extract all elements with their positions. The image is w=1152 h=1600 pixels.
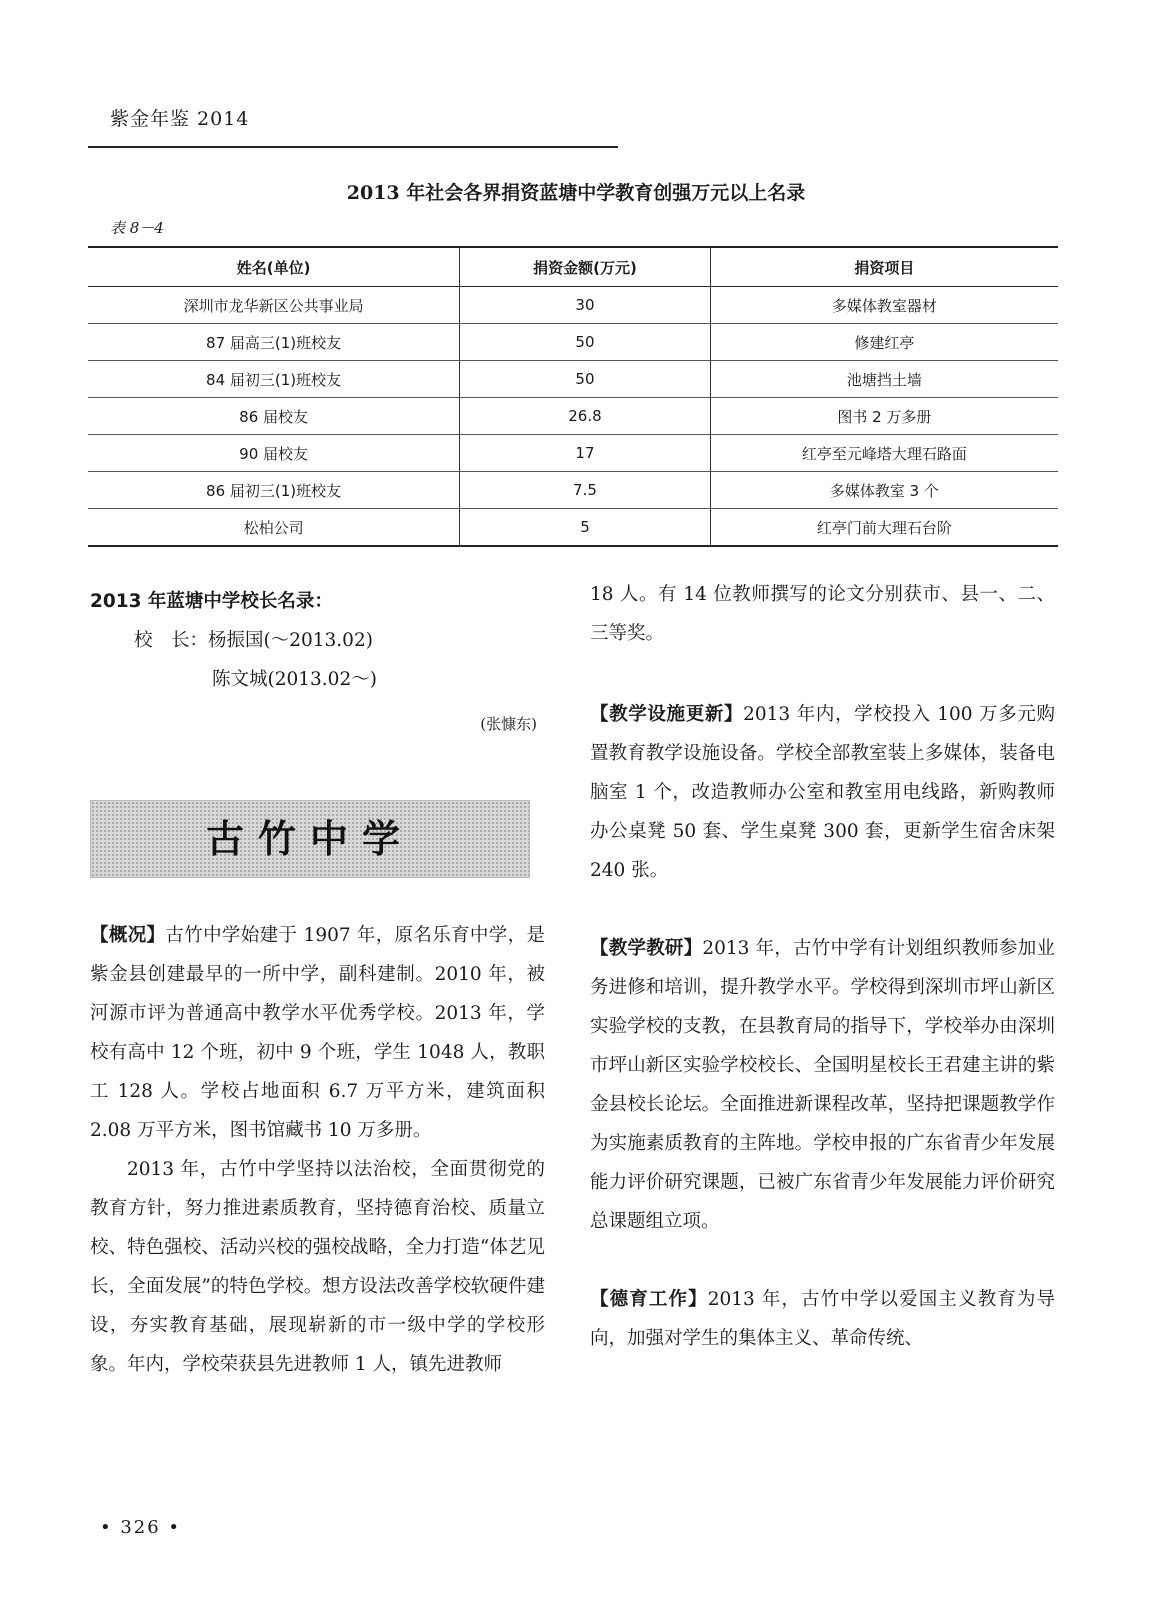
table-row [88, 435, 1058, 472]
section-banner [90, 800, 530, 878]
moral-education-text: 2013 年，古竹中学以爱国主义教育为导向，加强对学生的集体主义、革命传统、 [590, 1289, 1055, 1349]
table-header-row [88, 247, 1058, 287]
column-header-amount: 捐资金额(万元) [460, 247, 711, 287]
donor-name-cell: 87 届高三(1)班校友 [88, 324, 460, 361]
table-row [88, 398, 1058, 435]
principals-heading: 2013 年蓝塘中学校长名录： [90, 591, 333, 612]
moral-education-tag: 【德育工作】 [590, 1289, 708, 1310]
table-row [88, 324, 1058, 361]
donation-amount-cell: 17 [460, 435, 711, 472]
overview-tag: 【概况】 [90, 925, 166, 946]
table-number: 表 8－4 [110, 219, 164, 237]
overview-paragraph [90, 916, 545, 1150]
donation-amount-cell: 50 [460, 324, 711, 361]
donation-amount-cell: 30 [460, 287, 711, 324]
moral-education-paragraph [590, 1280, 1055, 1358]
facilities-tag: 【教学设施更新】 [590, 704, 744, 725]
overview-continued: 18 人。有 14 位教师撰写的论文分别获市、县一、二、三等奖。 [590, 584, 1055, 644]
header-rule [88, 146, 618, 148]
column-header-project: 捐资项目 [710, 247, 1058, 287]
donation-project-cell: 多媒体教室 3 个 [710, 472, 1058, 509]
table-row [88, 287, 1058, 324]
donor-name-cell: 90 届校友 [88, 435, 460, 472]
author-credit: (张慷东) [480, 715, 537, 733]
donor-name-cell: 松柏公司 [88, 509, 460, 547]
donation-amount-cell: 26.8 [460, 398, 711, 435]
principal-entry: 陈文城(2013.02～) [212, 669, 377, 690]
overview-paragraph-2: 2013 年，古竹中学坚持以法治校，全面贯彻党的教育方针，努力推进素质教育，坚持德育治校、质量立校、特色强校、活动兴校的强校战略，全力打造“体艺见长，全面发展”的特色学校。想方设法改善学校软硬件建设，夯实教育基础，展现崭新的市一级中学的学校形象。年内，学校荣获县先进教师 1 人，镇先进教师 [90, 1159, 545, 1375]
donation-amount-cell: 50 [460, 361, 711, 398]
donation-project-cell: 图书 2 万多册 [710, 398, 1058, 435]
table-row [88, 472, 1058, 509]
running-head: 紫金年鉴 2014 [110, 108, 250, 130]
overview-text: 古竹中学始建于 1907 年，原名乐育中学，是紫金县创建最早的一所中学，副科建制。2010 年，被河源市评为普通高中教学水平优秀学校。2013 年，学校有高中 12 个班，初中 9 个班，学生 1048 人，教职工 128 人。学校占地面积 6.7 万平方米，建筑面积 2.08 万平方米，图书馆藏书 10 万多册。 [90, 925, 545, 1141]
donation-table [88, 246, 1058, 547]
left-column [90, 582, 545, 1384]
table-title: 2013 年社会各界捐资蓝塘中学教育创强万元以上名录 [346, 182, 806, 204]
facilities-paragraph [590, 695, 1055, 890]
donation-project-cell: 修建红亭 [710, 324, 1058, 361]
facilities-text: 2013 年内，学校投入 100 万多元购置教育教学设施设备。学校全部教室装上多媒体，装备电脑室 1 个，改造教师办公室和教室用电线路，新购教师办公桌凳 50 套、学生桌凳 300 套，更新学生宿舍床架 240 张。 [590, 704, 1055, 881]
section-title: 古竹中学 [205, 816, 414, 861]
donor-name-cell: 深圳市龙华新区公共事业局 [88, 287, 460, 324]
table-row [88, 361, 1058, 398]
donation-project-cell: 池塘挡土墙 [710, 361, 1058, 398]
donation-amount-cell: 5 [460, 509, 711, 547]
teaching-research-paragraph [590, 929, 1055, 1241]
donation-project-cell: 红亭至元峰塔大理石路面 [710, 435, 1058, 472]
teaching-research-text: 2013 年，古竹中学有计划组织教师参加业务进修和培训，提升教学水平。学校得到深圳市坪山新区实验学校的支教，在县教育局的指导下，学校举办由深圳市坪山新区实验学校校长、全国明星校长王君建主讲的紫金县校长论坛。全面推进新课程改革，坚持把课题教学作为实施素质教育的主阵地。学校申报的广东省青少年发展能力评价研究课题，已被广东省青少年发展能力评价研究总课题组立项。 [590, 938, 1055, 1232]
donation-project-cell: 红亭门前大理石台阶 [710, 509, 1058, 547]
right-column [590, 575, 1055, 1358]
donor-name-cell: 86 届初三(1)班校友 [88, 472, 460, 509]
teaching-research-tag: 【教学教研】 [590, 938, 703, 959]
table-row [88, 509, 1058, 547]
principal-entry: 校 长：杨振国(～2013.02) [134, 630, 373, 651]
donation-amount-cell: 7.5 [460, 472, 711, 509]
donor-name-cell: 84 届初三(1)班校友 [88, 361, 460, 398]
page-number: • 326 • [100, 1517, 182, 1538]
donation-project-cell: 多媒体教室器材 [710, 287, 1058, 324]
column-header-name: 姓名(单位) [88, 247, 460, 287]
donor-name-cell: 86 届校友 [88, 398, 460, 435]
